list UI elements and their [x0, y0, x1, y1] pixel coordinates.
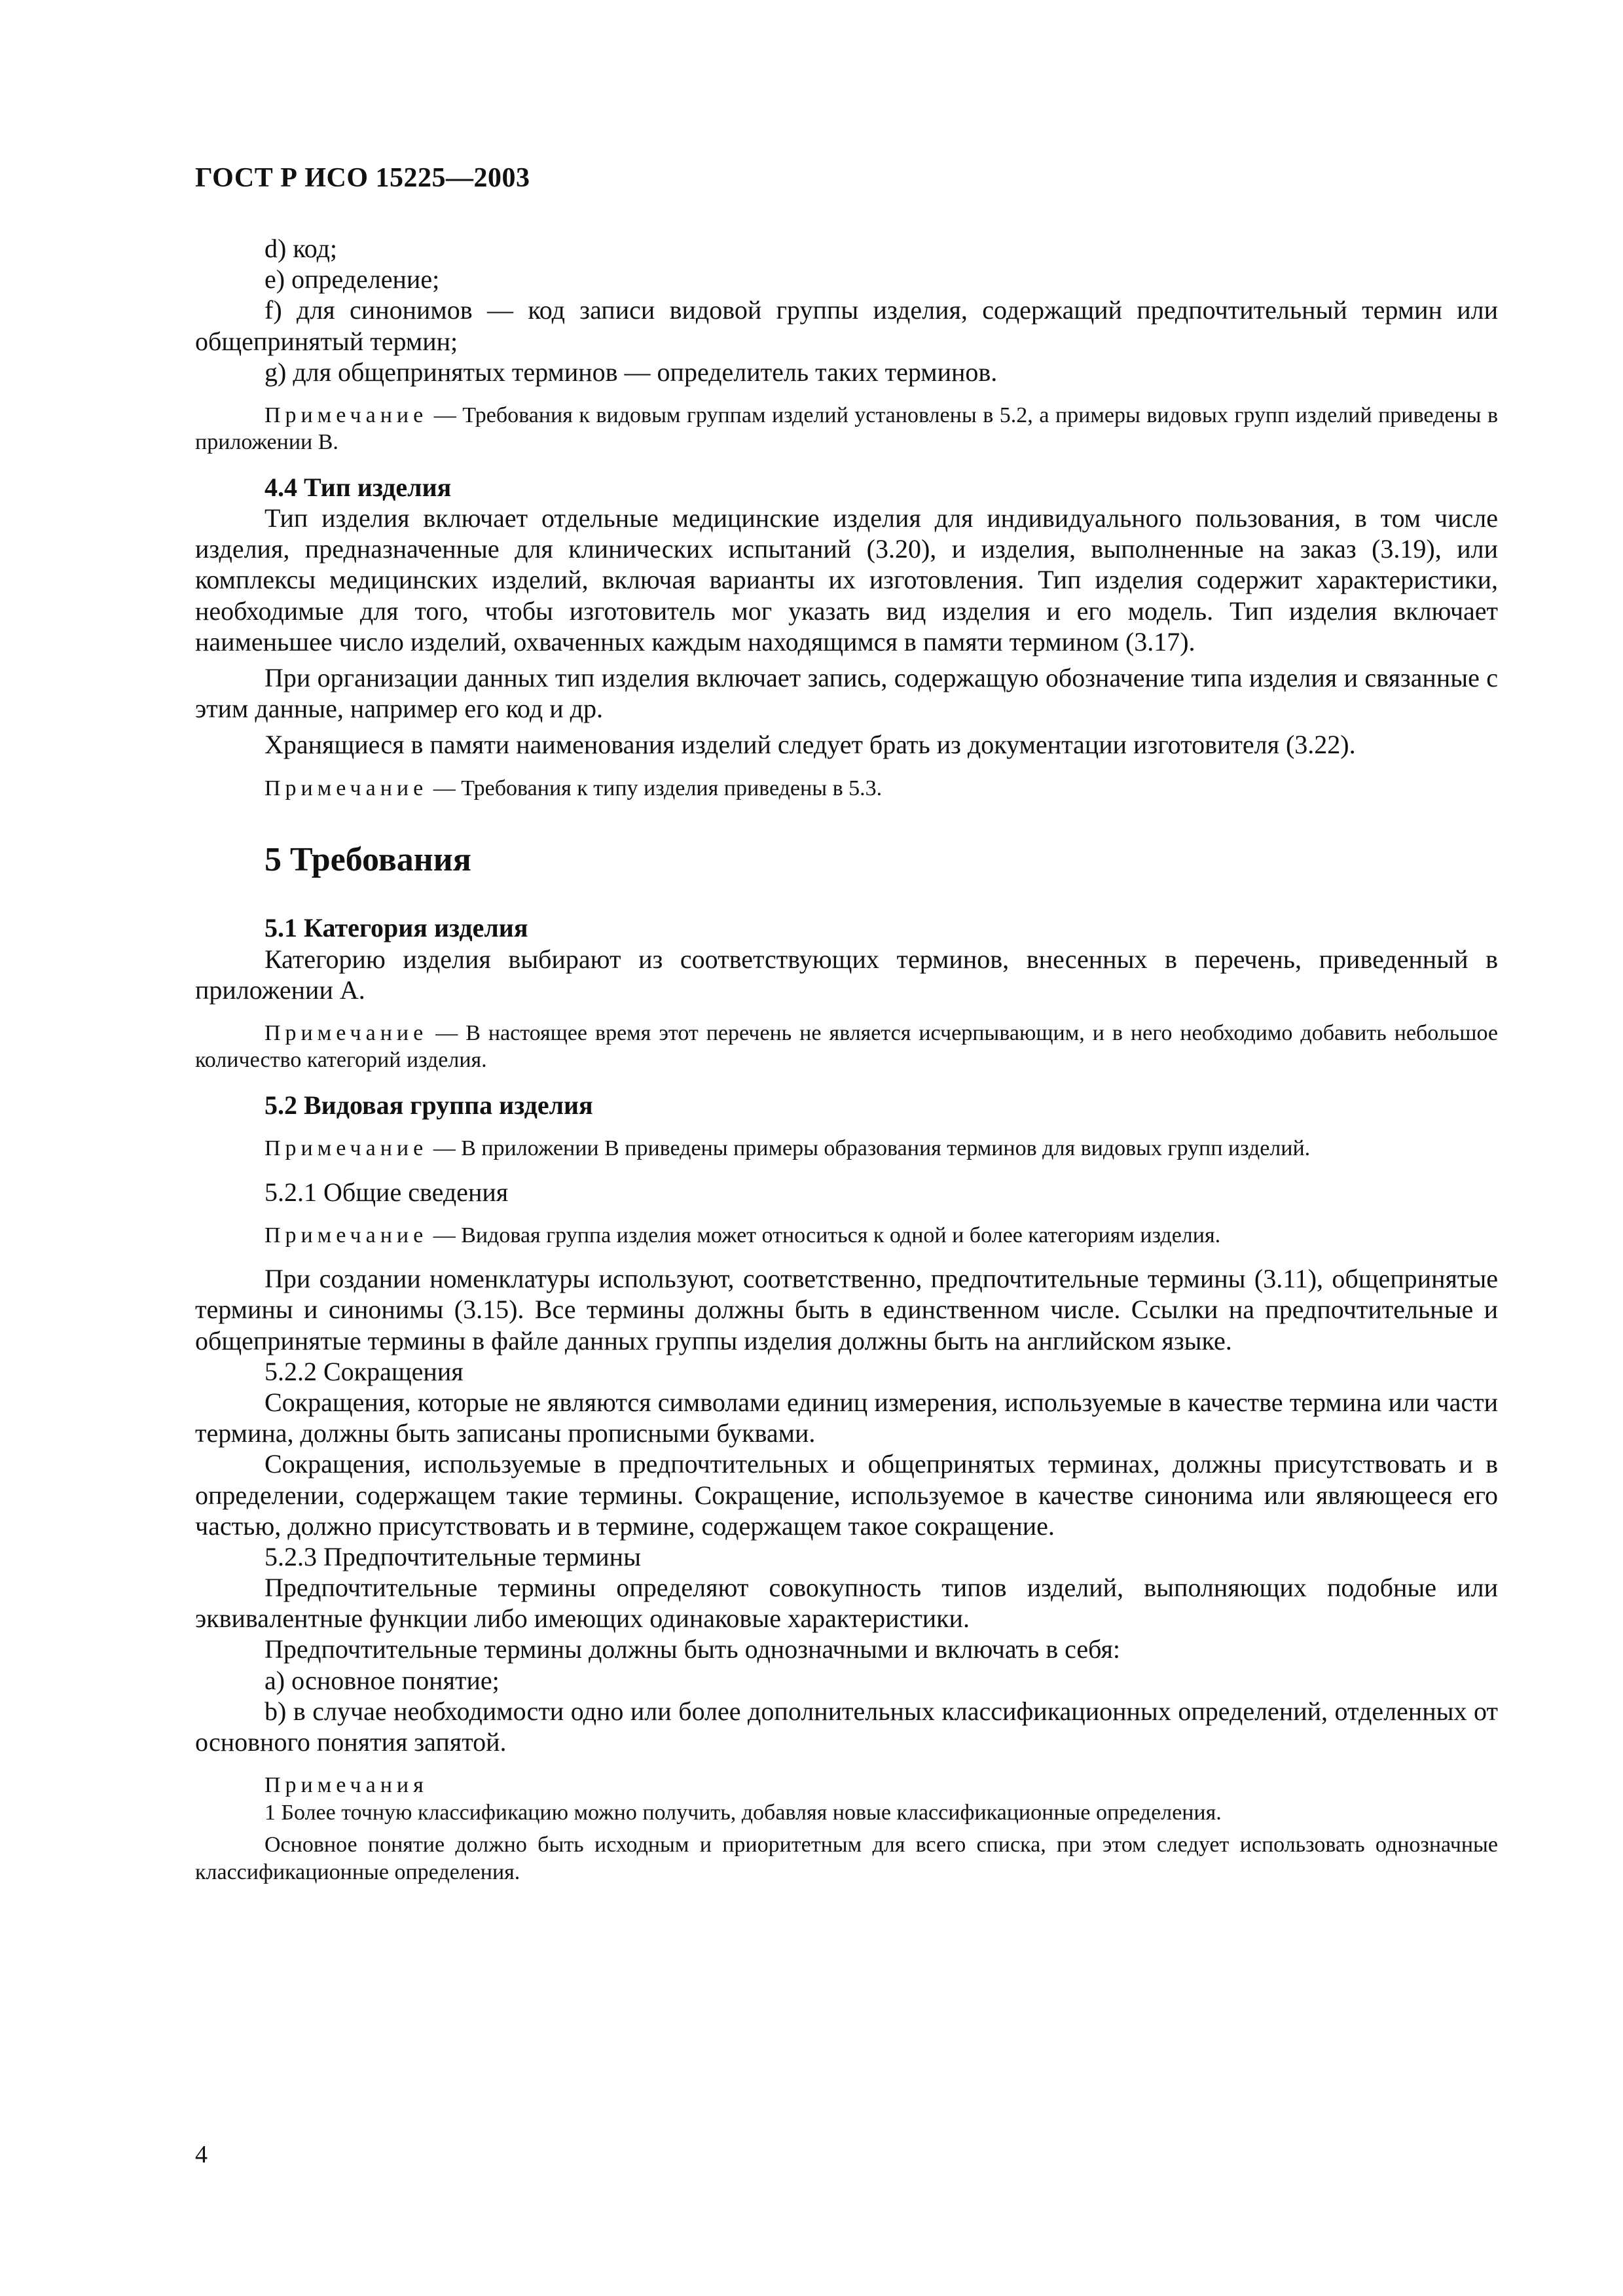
list-item-g: g) для общепринятых терминов — определитель таких терминов.: [264, 357, 998, 387]
note-text: — В приложении В приведены примеры образования терминов для видовых групп изделий.: [428, 1136, 1311, 1161]
note-5-1: [195, 1020, 1498, 1074]
note-label: Примечание: [264, 403, 428, 427]
note-4-3: [195, 402, 1498, 456]
heading-5-1: 5.1 Категория изделия: [264, 913, 528, 943]
heading-5-2: 5.2 Видовая группа изделия: [264, 1090, 593, 1120]
note-5-2-1: [195, 1222, 1498, 1249]
heading-4-4: 4.4 Тип изделия: [264, 472, 452, 502]
list-item-b: b) в случае необходимости одно или более дополнительных классификационных определений, отделенных от основного понятия запятой.: [195, 1696, 1498, 1757]
paragraph: Предпочтительные термины определяют совокупность типов изделий, выполняющих подобные или эквивалентные функции либо имеющих одинаковые характеристики.: [195, 1573, 1498, 1634]
list-item-e: e) определение;: [264, 264, 440, 295]
notes-heading: [195, 1772, 1498, 1799]
note-text: — Требования к видовым группам изделий установлены в 5.2, а примеры видовых групп изделий приведены в приложении В.: [195, 403, 1498, 455]
list-item-f: f) для синонимов — код записи видовой группы изделия, содержащий предпочтительный термин или общепринятый термин;: [195, 295, 1498, 356]
note-text: — Видовая группа изделия может относиться к одной и более категориям изделия.: [428, 1223, 1221, 1247]
list-item-d: d) код;: [264, 234, 338, 263]
note-text: — В настоящее время этот перечень не является исчерпывающим, и в него необходимо добавить небольшое количество категорий изделия.: [195, 1020, 1498, 1073]
heading-section-5: 5 Требования: [264, 841, 471, 879]
page-number: 4: [195, 2141, 208, 2168]
paragraph: Сокращения, которые не являются символами единиц измерения, используемые в качестве термина или части термина, должны быть записаны прописными буквами.: [195, 1387, 1498, 1448]
paragraph: Хранящиеся в памяти наименования изделий следует брать из документации изготовителя (3.22).: [264, 730, 1356, 760]
paragraph: При организации данных тип изделия включает запись, содержащую обозначение типа изделия и связанные с этим данные, например его код и др.: [195, 663, 1498, 724]
note-item-1: 1 Более точную классификацию можно получить, добавляя новые классификационные определения.: [264, 1800, 1222, 1825]
note-item-2: Основное понятие должно быть исходным и приоритетным для всего списка, при этом следует использовать однозначные классификационные определения.: [195, 1833, 1498, 1884]
paragraph: Сокращения, используемые в предпочтительных и общепринятых терминах, должны присутствовать и в определении, содержащем такие термины. Сокращение, используемое в качестве синонима или являющееся его частью, должно присутствовать и в термине, содержащем такое сокращение.: [195, 1449, 1498, 1541]
list-item-a: a) основное понятие;: [264, 1665, 500, 1695]
document-header: ГОСТ Р ИСО 15225—2003: [195, 163, 530, 193]
paragraph: При создании номенклатуры используют, соответственно, предпочтительные термины (3.11), общепринятые термины и синонимы (3.15). Все термины должны быть в единственном числе. Ссылки на предпочтительные и общепринятые термины в файле данных группы изделия должны быть на английском языке.: [195, 1264, 1498, 1355]
heading-5-2-1: 5.2.1 Общие сведения: [264, 1177, 509, 1207]
note-text: — Требования к типу изделия приведены в 5.3.: [428, 776, 883, 800]
note-4-4: [195, 775, 1498, 802]
paragraph: Предпочтительные термины должны быть однозначными и включать в себя:: [264, 1634, 1121, 1664]
heading-5-2-3: 5.2.3 Предпочтительные термины: [264, 1541, 641, 1571]
paragraph: Категорию изделия выбирают из соответствующих терминов, внесенных в перечень, приведенный в приложении А.: [195, 944, 1498, 1005]
note-label: Примечание: [264, 1223, 428, 1247]
document-page: [195, 162, 1498, 1886]
note-label: Примечание: [264, 1136, 428, 1161]
paragraph: Тип изделия включает отдельные медицинские изделия для индивидуального пользования, в том числе изделия, предназначенные для клинических испытаний (3.20), и изделия, выполненные на заказ (3.19), или комплексы медицинских изделий, включая варианты их изготовления. Тип изделия содержит характеристики, необходимые для того, чтобы изготовитель мог указать вид изделия и его модель. Тип изделия включает наименьшее число изделий, охваченных каждым находящимся в памяти термином (3.17).: [195, 503, 1498, 656]
note-label: Примечание: [264, 1020, 428, 1045]
heading-5-2-2: 5.2.2 Сокращения: [264, 1356, 464, 1386]
notes-label: Примечания: [264, 1773, 428, 1798]
note-5-2: [195, 1135, 1498, 1162]
note-label: Примечание: [264, 776, 428, 800]
